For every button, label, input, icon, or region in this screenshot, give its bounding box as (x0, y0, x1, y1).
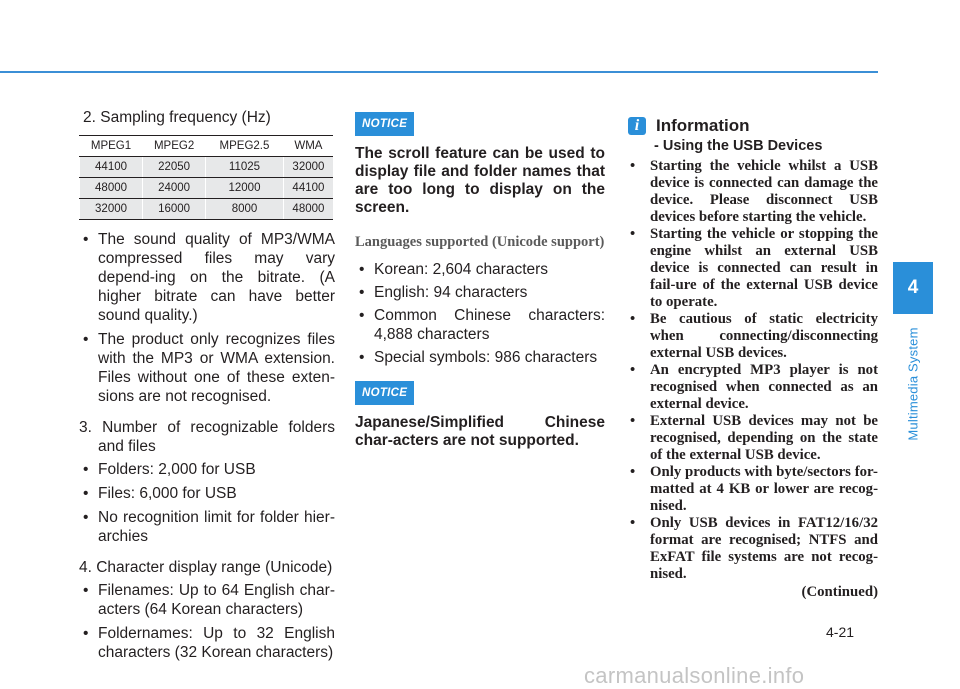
table-cell: 24000 (143, 178, 206, 199)
continued-label: (Continued) (801, 584, 878, 600)
list-item: • Special symbols: 986 characters (355, 348, 605, 367)
list-item: • Be cautious of static electricity when connecting/disconnecting external USB devices. (628, 311, 878, 362)
table-header: MPEG2.5 (206, 136, 284, 157)
table-cell: 22050 (143, 157, 206, 178)
chapter-title: Multimedia System (905, 327, 921, 441)
notice-badge: NOTICE (355, 381, 414, 405)
chapter-number-tab: 4 (893, 262, 933, 314)
character-range-list (79, 581, 335, 662)
list-item: • Foldernames: Up to 32 English characters (32 Korean characters) (79, 624, 335, 662)
table-cell: 12000 (206, 178, 284, 199)
right-column (628, 114, 878, 616)
table-cell: 32000 (80, 199, 143, 220)
table-row (80, 178, 334, 199)
table-header-row (80, 136, 334, 157)
table-cell: 8000 (206, 199, 284, 220)
list-item: • Only products with byte/sectors for-matted at 4 KB or lower are recog-nised. (628, 464, 878, 515)
table-header: WMA (283, 136, 333, 157)
table-cell: 44100 (80, 157, 143, 178)
table-row (80, 157, 334, 178)
usb-notes-list (628, 158, 878, 583)
audio-notes-list (79, 230, 335, 406)
character-range-heading: 4. Character display range (Unicode) (79, 559, 333, 576)
table-row (80, 199, 334, 220)
list-item: • Filenames: Up to 64 English char-acters (64 Korean characters) (79, 581, 335, 619)
sampling-heading: 2. Sampling frequency (Hz) (83, 109, 271, 126)
table-header: MPEG2 (143, 136, 206, 157)
table-cell: 48000 (80, 178, 143, 199)
list-item: • Only USB devices in FAT12/16/32 format are recognised; NTFS and ExFAT file systems are not recog-nised. (628, 515, 878, 583)
list-item: • Files: 6,000 for USB (79, 484, 335, 503)
table-header: MPEG1 (80, 136, 143, 157)
page-number: 4-21 (826, 624, 855, 640)
info-icon: i (628, 117, 646, 135)
folder-limits-list (79, 460, 335, 546)
top-rule (0, 71, 878, 73)
list-item: • External USB devices may not be recognised, depending on the state of the external USB device. (628, 413, 878, 464)
list-item: • Starting the vehicle or stopping the engine whilst an external USB device is connected can result in fail-ure of the external USB device to operate. (628, 226, 878, 311)
table-cell: 44100 (283, 178, 333, 199)
chapter-title-vertical (901, 324, 925, 444)
list-item: • Folders: 2,000 for USB (79, 460, 335, 479)
information-subtitle: - Using the USB Devices (654, 138, 823, 154)
notice-badge: NOTICE (355, 112, 414, 136)
sampling-table (79, 135, 333, 220)
notice-japanese-text: Japanese/Simplified Chinese char-acters are not supported. (355, 414, 605, 449)
information-header (628, 114, 878, 138)
left-column (79, 108, 335, 667)
information-title: Information (656, 116, 750, 135)
table-cell: 32000 (283, 157, 333, 178)
list-item: • No recognition limit for folder hier-archies (79, 508, 335, 546)
watermark: carmanualsonline.info (584, 663, 805, 688)
languages-heading: Languages supported (Unicode support) (355, 234, 605, 250)
folders-heading: 3. Number of recognizable folders and files (79, 419, 335, 455)
list-item: • An encrypted MP3 player is not recognised when connected as an external device. (628, 362, 878, 413)
middle-column (355, 112, 605, 450)
list-item: • Starting the vehicle whilst a USB device is connected can damage the device. Please disconnect USB devices before starting the vehicle. (628, 158, 878, 226)
list-item: • Common Chinese characters: 4,888 characters (355, 306, 605, 344)
notice-scroll-text: The scroll feature can be used to display file and folder names that are too long to display on the screen. (355, 145, 605, 216)
table-cell: 48000 (283, 199, 333, 220)
list-item: • The product only recognizes files with the MP3 or WMA extension. Files without one of these exten-sions are not recognised. (79, 330, 335, 406)
table-cell: 11025 (206, 157, 284, 178)
languages-list (355, 260, 605, 367)
list-item: • English: 94 characters (355, 283, 605, 302)
list-item: • The sound quality of MP3/WMA compressed files may vary depend-ing on the bitrate. (A higher bitrate can have better sound quality.) (79, 230, 335, 325)
table-cell: 16000 (143, 199, 206, 220)
list-item: • Korean: 2,604 characters (355, 260, 605, 279)
